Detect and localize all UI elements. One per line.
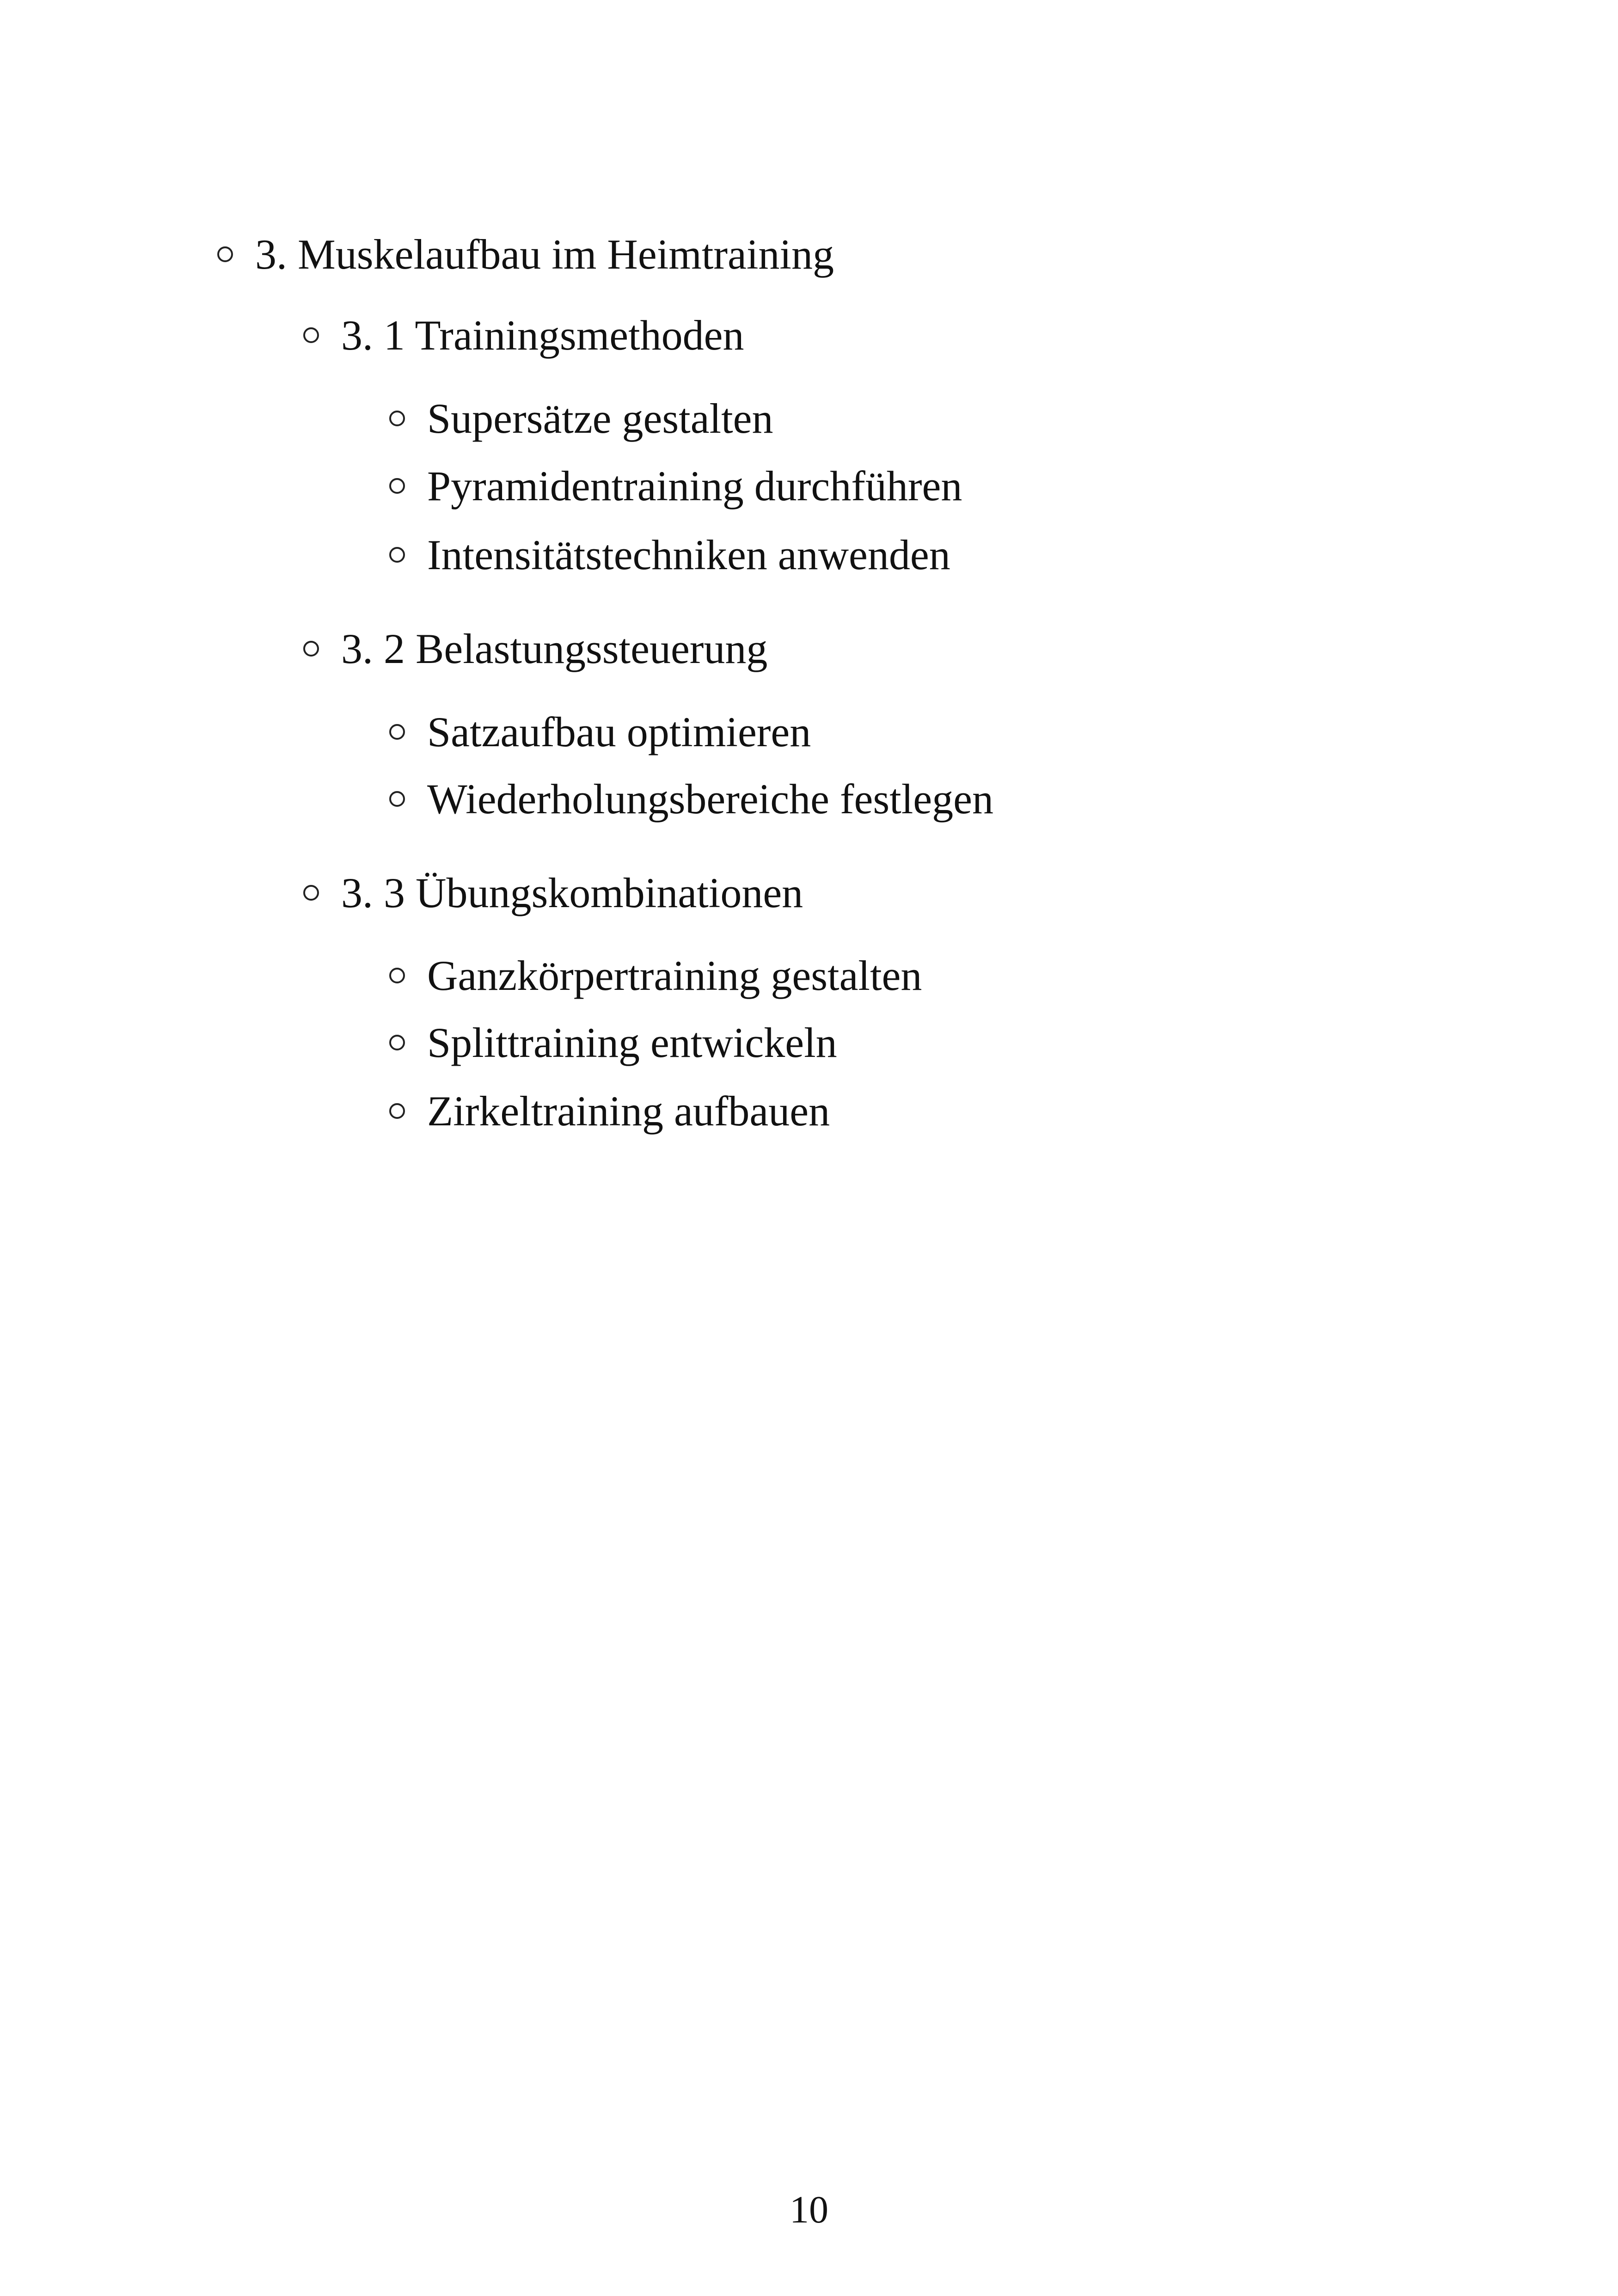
outline-item — [389, 1086, 830, 1136]
outline-item — [389, 460, 962, 511]
hollow-circle-bullet-icon — [389, 724, 405, 740]
item-label: Wiederholungsbereiche festlegen — [427, 775, 993, 823]
page-number: 10 — [790, 2188, 828, 2231]
hollow-circle-bullet-icon — [389, 1035, 405, 1050]
outline-section — [217, 229, 834, 280]
item-label: Satzaufbau optimieren — [427, 708, 811, 755]
hollow-circle-bullet-icon — [303, 327, 319, 343]
section-title: 3. Muskelaufbau im Heimtraining — [255, 231, 834, 278]
item-label: Intensitätstechniken anwenden — [427, 531, 950, 578]
outline-item — [389, 1017, 837, 1068]
subsection-title: 3. 2 Belastungssteuerung — [341, 625, 768, 672]
item-label: Supersätze gestalten — [427, 395, 773, 442]
hollow-circle-bullet-icon — [389, 968, 405, 983]
item-label: Ganzkörpertraining gestalten — [427, 952, 922, 999]
hollow-circle-bullet-icon — [217, 246, 233, 262]
outline-item — [389, 706, 811, 757]
hollow-circle-bullet-icon — [389, 547, 405, 563]
subsection-title: 3. 1 Trainingsmethoden — [341, 312, 744, 359]
outline-item — [389, 774, 993, 824]
outline-item — [389, 529, 950, 580]
item-label: Pyramidentraining durchführen — [427, 462, 962, 510]
item-label: Zirkeltraining aufbauen — [427, 1087, 830, 1135]
outline-subsection — [303, 310, 744, 361]
item-label: Splittraining entwickeln — [427, 1019, 837, 1066]
hollow-circle-bullet-icon — [303, 885, 319, 901]
hollow-circle-bullet-icon — [389, 478, 405, 494]
hollow-circle-bullet-icon — [389, 791, 405, 807]
hollow-circle-bullet-icon — [303, 641, 319, 657]
hollow-circle-bullet-icon — [389, 1103, 405, 1119]
subsection-title: 3. 3 Übungskombinationen — [341, 869, 803, 916]
outline-item — [389, 950, 922, 1001]
outline-subsection — [303, 867, 803, 918]
outline-subsection — [303, 623, 767, 674]
outline-item — [389, 393, 773, 444]
hollow-circle-bullet-icon — [389, 411, 405, 426]
